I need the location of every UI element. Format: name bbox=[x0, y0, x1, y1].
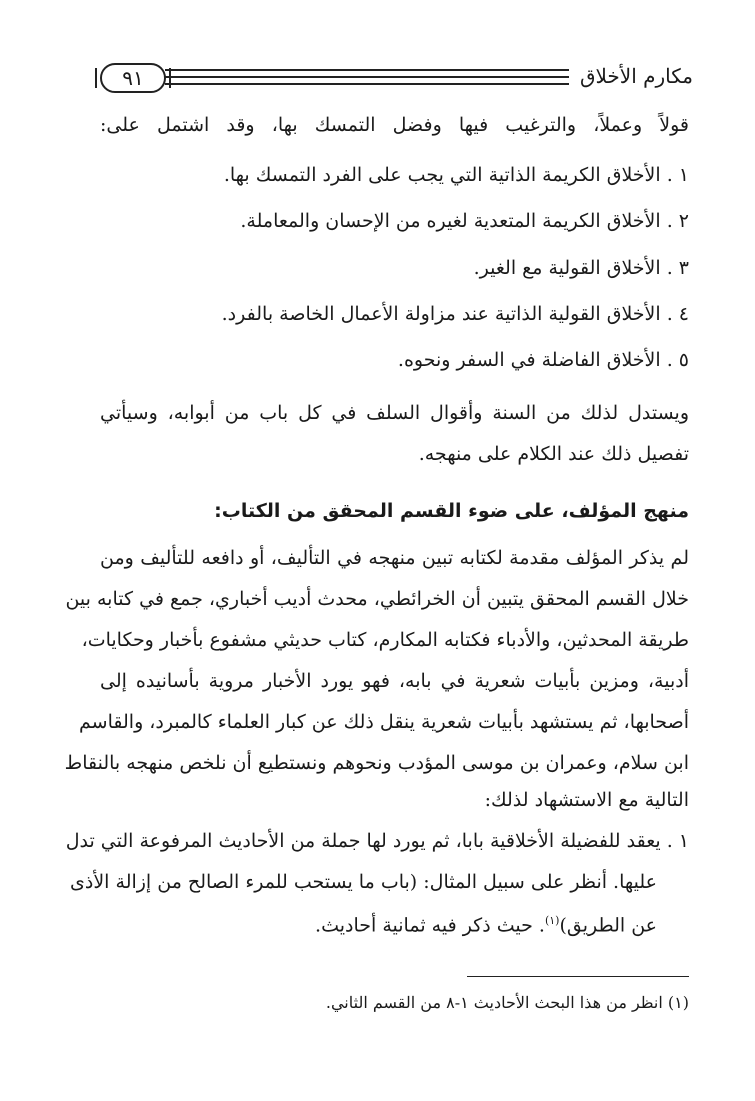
footnote-separator bbox=[467, 976, 689, 977]
numbered-point-line bbox=[315, 906, 657, 940]
numbered-point-tail: . حيث ذكر فيه ثمانية أحاديث. bbox=[315, 914, 545, 937]
list-item: ٤ . الأخلاق القولية الذاتية عند مزاولة الأعمال الخاصة بالفرد. bbox=[221, 303, 689, 325]
page-number: ٩١ bbox=[100, 63, 166, 93]
list-item: ٢ . الأخلاق الكريمة المتعدية لغيره من الإحسان والمعاملة. bbox=[240, 210, 689, 232]
intro-line: قولاً وعملاً، والترغيب فيها وفضل التمسك بها، وقد اشتمل على: bbox=[100, 114, 689, 136]
paragraph-line: لم يذكر المؤلف مقدمة لكتابه تبين منهجه في التأليف، أو دافعه للتأليف ومن bbox=[100, 547, 689, 569]
numbered-point-line: عليها. أنظر على سبيل المثال: (باب ما يستحب للمرء الصالح من إزالة الأذى bbox=[70, 871, 657, 893]
paragraph-line: أدبية، ومزين بأبيات شعرية في بابه، فهو يورد الأخبار مروية بأسانيده إلى bbox=[100, 670, 689, 692]
paragraph-line: أصحابها، ثم يستشهد بأبيات شعرية ينقل ذلك عن كبار العلماء كالمبرد، والقاسم bbox=[79, 711, 689, 733]
list-item: ١ . الأخلاق الكريمة الذاتية التي يجب على الفرد التمسك بها. bbox=[223, 164, 689, 186]
paragraph-line: ويستدل لذلك من السنة وأقوال السلف في كل باب من أبوابه، وسيأتي bbox=[100, 402, 689, 424]
footnote-marker[interactable]: (١) bbox=[544, 914, 560, 927]
paragraph-line: طريقة المحدثين، والأدباء فكتابه المكارم، كتاب حديثي مشفوع بأخبار وحكايات، bbox=[81, 629, 689, 651]
running-header-title: مكارم الأخلاق bbox=[579, 64, 693, 88]
list-item: ٣ . الأخلاق القولية مع الغير. bbox=[473, 257, 689, 279]
paragraph-line: التالية مع الاستشهاد لذلك: bbox=[484, 789, 689, 811]
section-heading: منهج المؤلف، على ضوء القسم المحقق من الكتاب: bbox=[214, 500, 689, 522]
header-decorative-rule bbox=[165, 69, 569, 85]
numbered-point-line: ١ . يعقد للفضيلة الأخلاقية بابا، ثم يورد لها جملة من الأحاديث المرفوعة التي تدل bbox=[65, 830, 689, 852]
paragraph-line: تفصيل ذلك عند الكلام على منهجه. bbox=[418, 443, 689, 465]
paragraph-line: خلال القسم المحقق يتبين أن الخرائطي، محدث أديب أخباري، جمع في كتابه بين bbox=[65, 588, 689, 610]
footnote-text: (١) انظر من هذا البحث الأحاديث ١-٨ من القسم الثاني. bbox=[325, 993, 689, 1012]
footnote-anchor-text: عن الطريق) bbox=[559, 914, 657, 937]
paragraph-line: ابن سلام، وعمران بن موسى المؤدب ونحوهم ونستطيع أن نلخص منهجه بالنقاط bbox=[64, 752, 689, 774]
list-item: ٥ . الأخلاق الفاضلة في السفر ونحوه. bbox=[397, 349, 689, 371]
